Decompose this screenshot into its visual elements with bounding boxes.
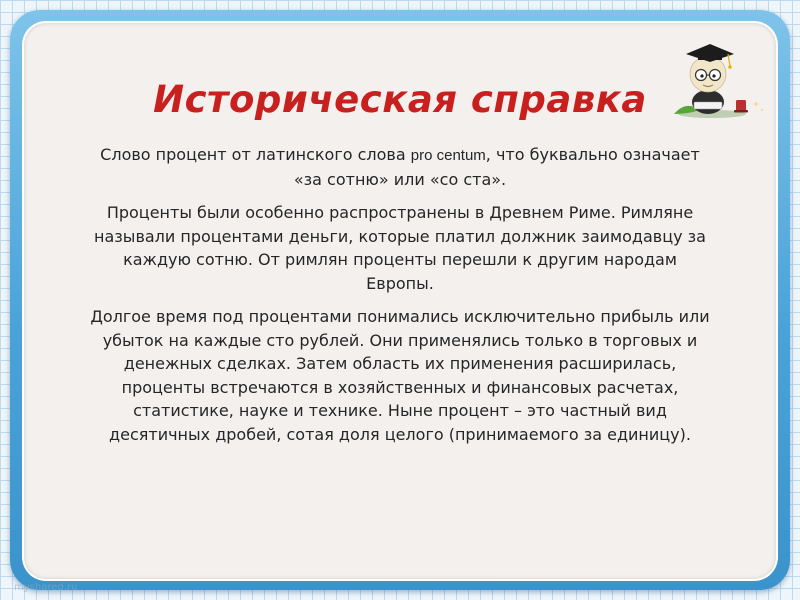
etymology-text-end: , что буквально означает «за сотню» или «со ста».	[293, 145, 700, 189]
slide-title: Историческая справка	[153, 78, 647, 121]
etymology-text-start: Слово процент от латинского слова	[100, 145, 411, 164]
slide-body	[90, 143, 710, 456]
paragraph-history: Долгое время под процентами понимались исключительно прибыль или убыток на каждые сто рублей. Они применялись только в торговых и денежных сделках. Затем область их применения расширилась, проценты встречаются в хозяйственных и финансовых расчетах, статистике, науке и технике. Ныне процент – это частный вид десятичных дробей, сотая доля целого (принимаемого за единицу).	[90, 307, 710, 444]
paragraph-etymology	[90, 143, 710, 191]
scholar-mascot-icon	[660, 30, 780, 120]
latin-phrase: pro centum	[410, 147, 486, 164]
paragraph-rome: Проценты были особенно распространены в Древнем Риме. Римляне называли процентами деньги, которые платил должник заимодавцу за каждую сотню. От римлян проценты перешли к другим народам Европы.	[94, 203, 706, 293]
watermark: myshared.ru	[14, 582, 78, 593]
